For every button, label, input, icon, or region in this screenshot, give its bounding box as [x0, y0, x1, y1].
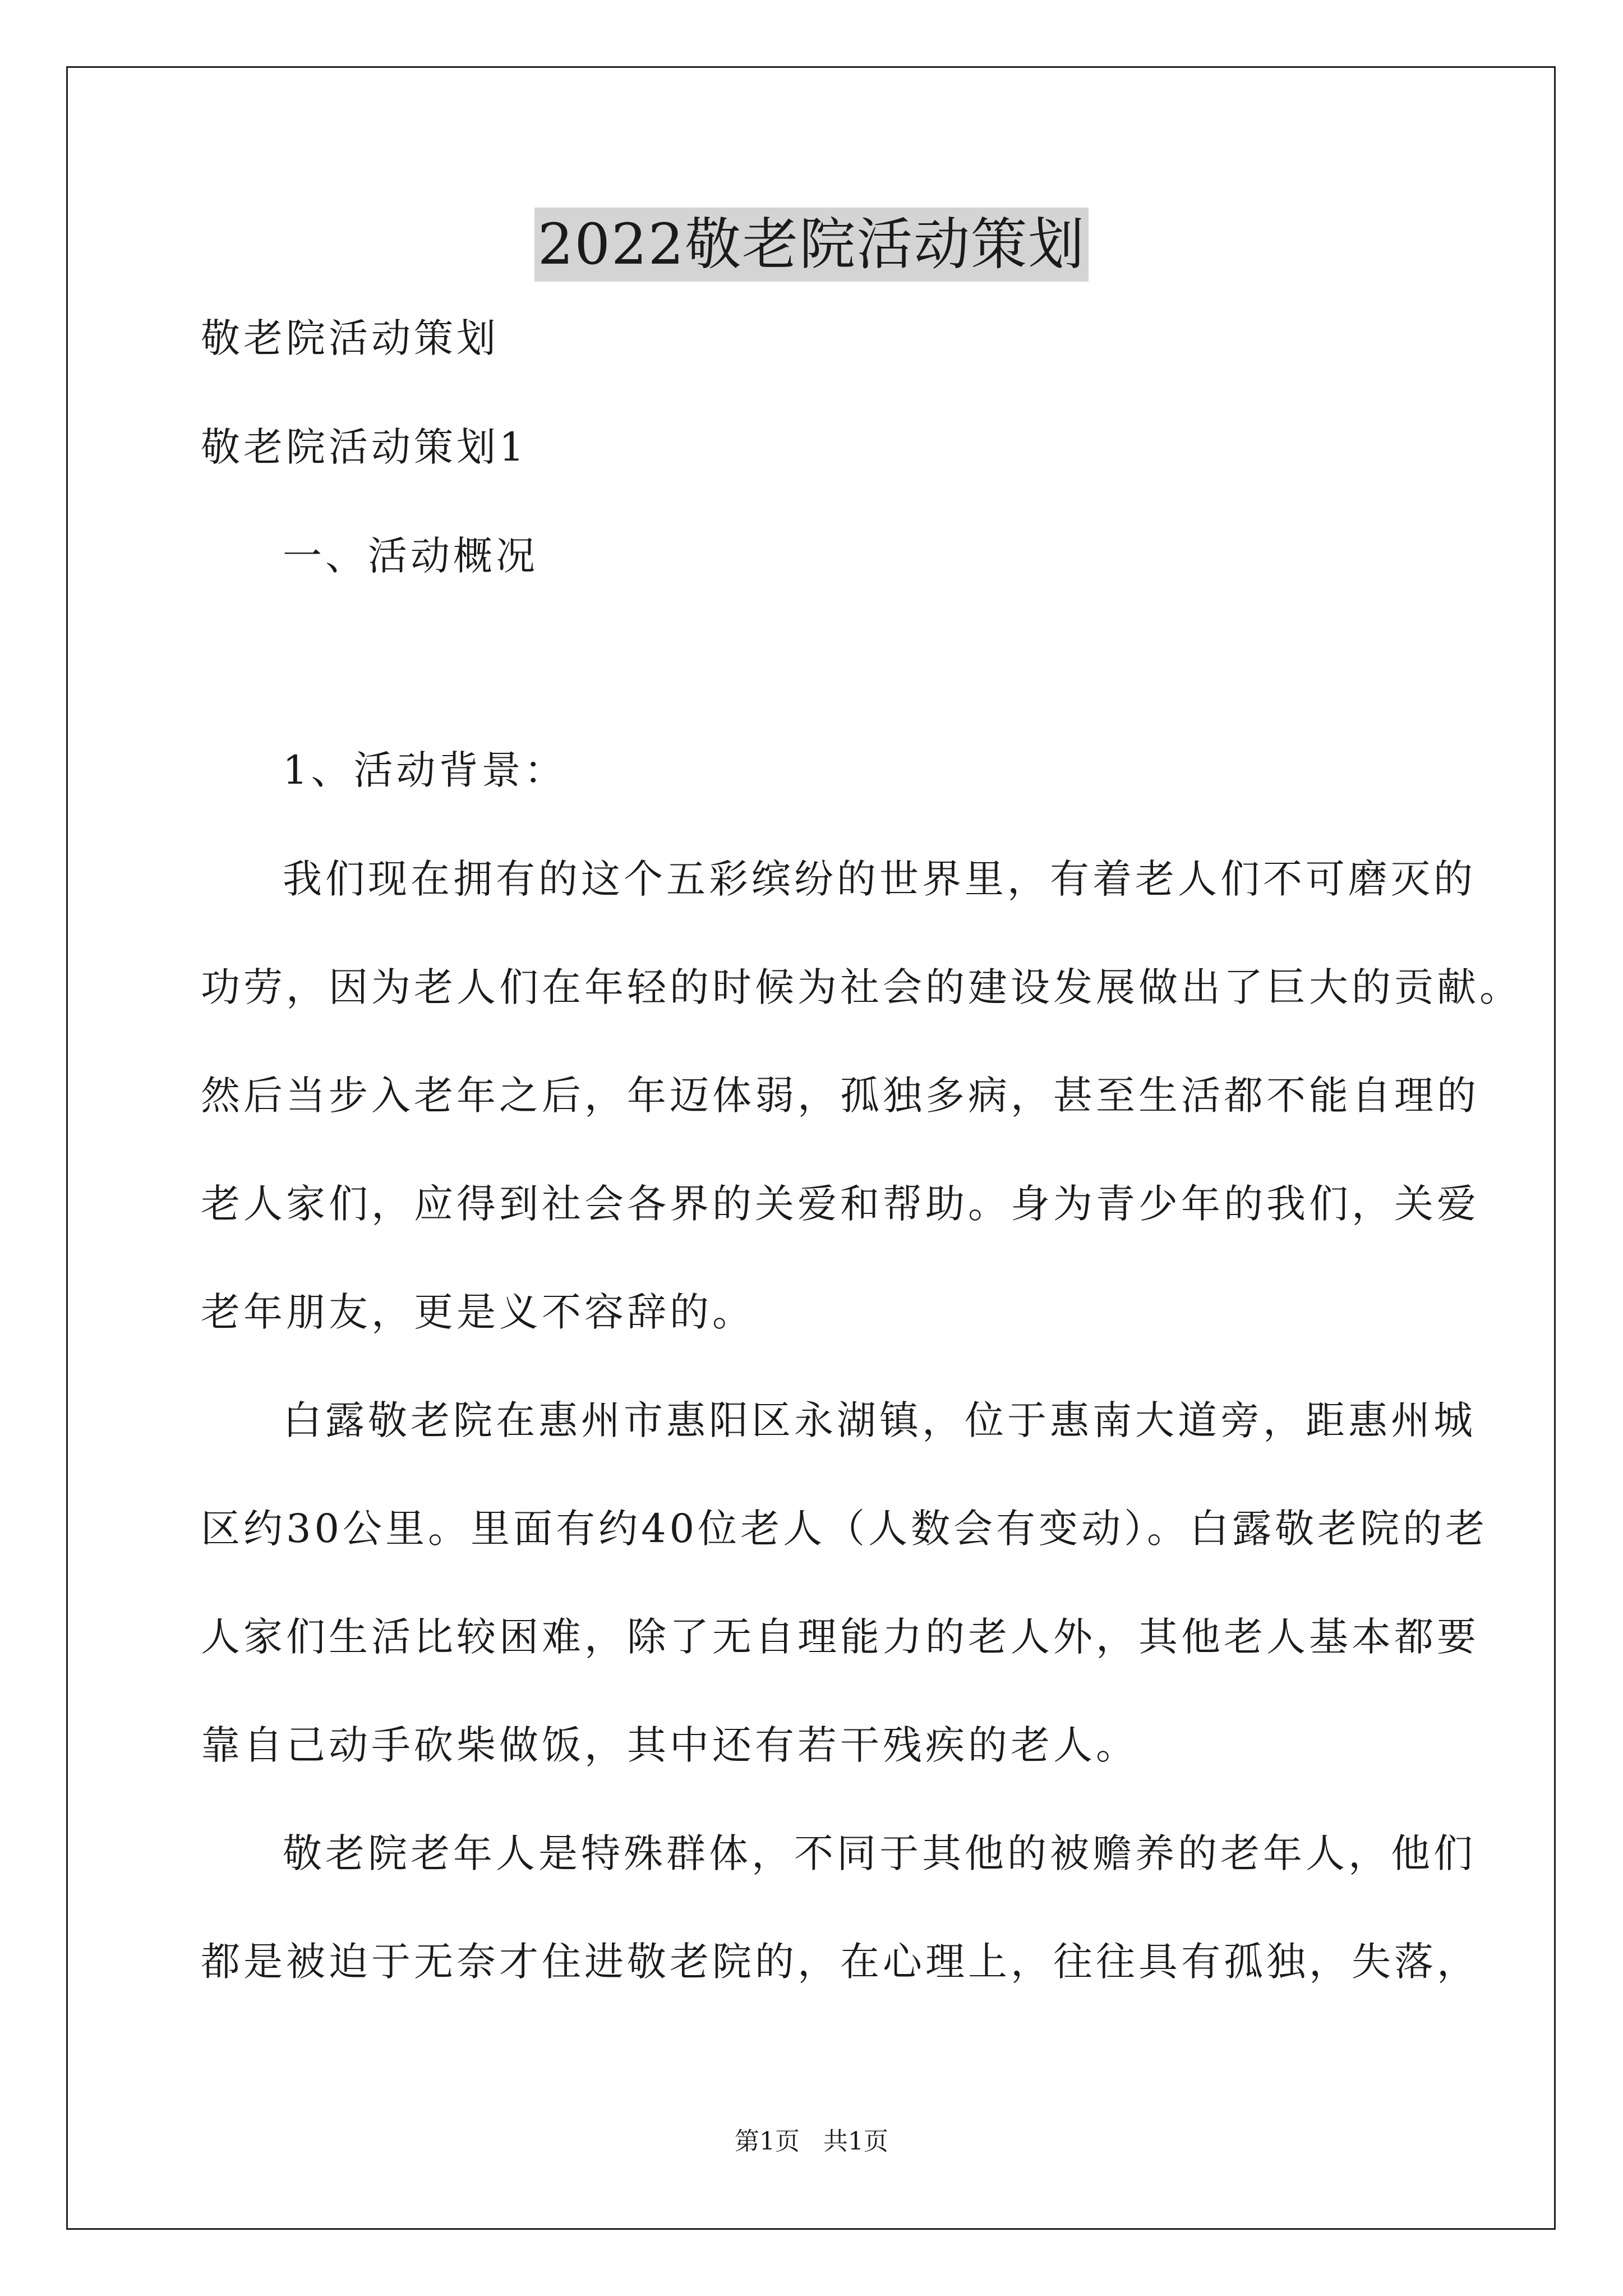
subtitle-line: 敬老院活动策划: [201, 315, 499, 361]
paragraph-line: 都是被迫于无奈才住进敬老院的，在心理上，往往具有孤独，失落，: [201, 1939, 1479, 1985]
paragraph-line: 然后当步入老年之后，年迈体弱，孤独多病，甚至生活都不能自理的: [201, 1073, 1479, 1119]
paragraph-line: 敬老院老年人是特殊群体，不同于其他的被赡养的老年人，他们: [283, 1830, 1476, 1876]
section-heading: 一、活动概况: [283, 533, 538, 579]
document-title-text: 2022敬老院活动策划: [534, 208, 1089, 282]
page-border: [66, 66, 1556, 2230]
paragraph-line: 靠自己动手砍柴做饭，其中还有若干残疾的老人。: [201, 1722, 1138, 1768]
page-footer: [0, 2126, 1623, 2157]
paragraph-line: 老人家们，应得到社会各界的关爱和帮助。身为青少年的我们，关爱: [201, 1181, 1479, 1227]
paragraph-line: 老年朋友，更是义不容辞的。: [201, 1289, 755, 1335]
page-total: 共1页: [823, 2127, 888, 2156]
section-heading: 敬老院活动策划1: [201, 424, 528, 470]
paragraph-line: 人家们生活比较困难，除了无自理能力的老人外，其他老人基本都要: [201, 1614, 1479, 1660]
document-title: [0, 208, 1623, 282]
subsection-heading: 1、活动背景：: [283, 747, 567, 793]
paragraph-line: 我们现在拥有的这个五彩缤纷的世界里，有着老人们不可磨灭的: [283, 856, 1476, 902]
page-number: 第1页: [735, 2127, 800, 2156]
paragraph-line: 白露敬老院在惠州市惠阳区永湖镇，位于惠南大道旁，距惠州城: [283, 1397, 1476, 1443]
paragraph-line: 区约30公里。里面有约40位老人（人数会有变动）。白露敬老院的老: [201, 1506, 1488, 1552]
paragraph-line: 功劳，因为老人们在年轻的时候为社会的建设发展做出了巨大的贡献。: [201, 964, 1522, 1010]
